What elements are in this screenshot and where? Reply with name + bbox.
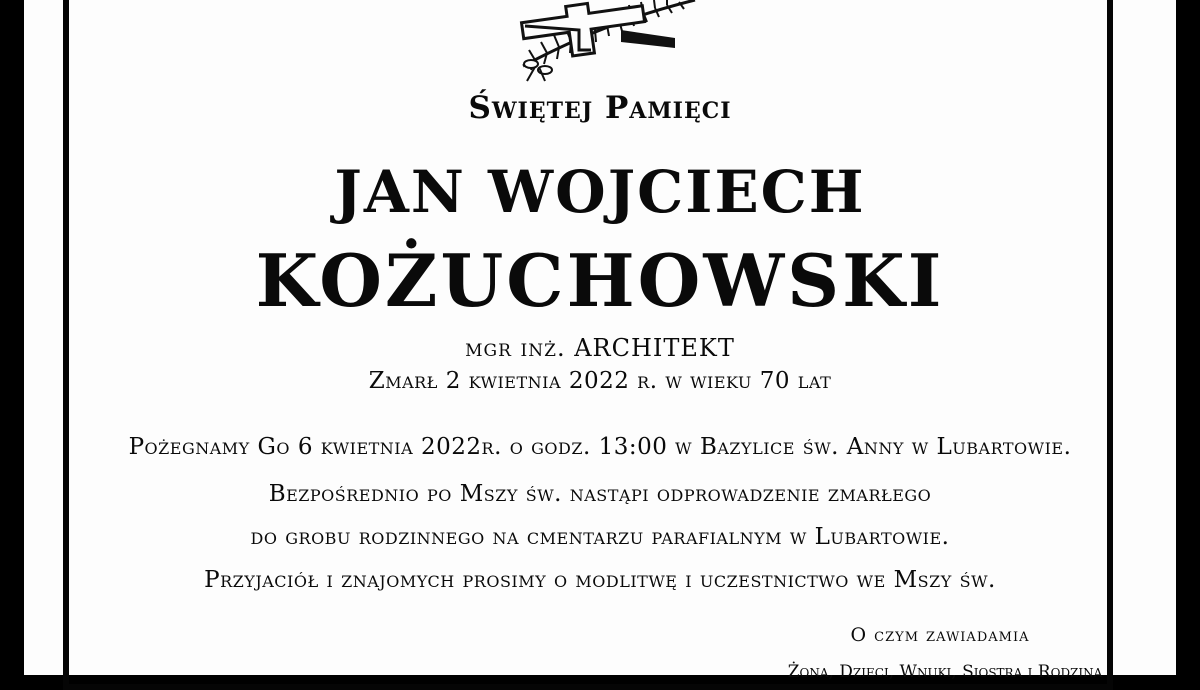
heading-in-memoriam: Świętej Pamięci (468, 90, 732, 126)
family-signature: Żona, Dzieci, Wnuki, Siostra i Rodzina (787, 662, 1103, 682)
funeral-info-line: Bezpośrednio po Mszy św. nastąpi odprowadzenie zmarłego (268, 481, 932, 507)
funeral-info-line: do grobu rodzinnego na cmentarzu parafialnym w Lubartowie. (250, 524, 950, 550)
cross-with-palm-branch-icon (495, 0, 705, 86)
funeral-info-line: Przyjaciół i znajomych prosimy o modlitwę i uczestnictwo we Mszy św. (204, 567, 996, 593)
death-date-and-age: Zmarł 2 kwietnia 2022 r. w wieku 70 lat (368, 368, 832, 394)
deceased-profession: mgr inż. ARCHITEKT (465, 334, 735, 362)
deceased-first-names: JAN WOJCIECH (334, 158, 866, 226)
notice-text: O czym zawiadamia (850, 624, 1030, 646)
funeral-info-line: Pożegnamy Go 6 kwietnia 2022r. o godz. 13:00 w Bazylice św. Anny w Lubartowie. (128, 434, 1072, 460)
deceased-surname: KOŻUCHOWSKI (255, 238, 945, 323)
